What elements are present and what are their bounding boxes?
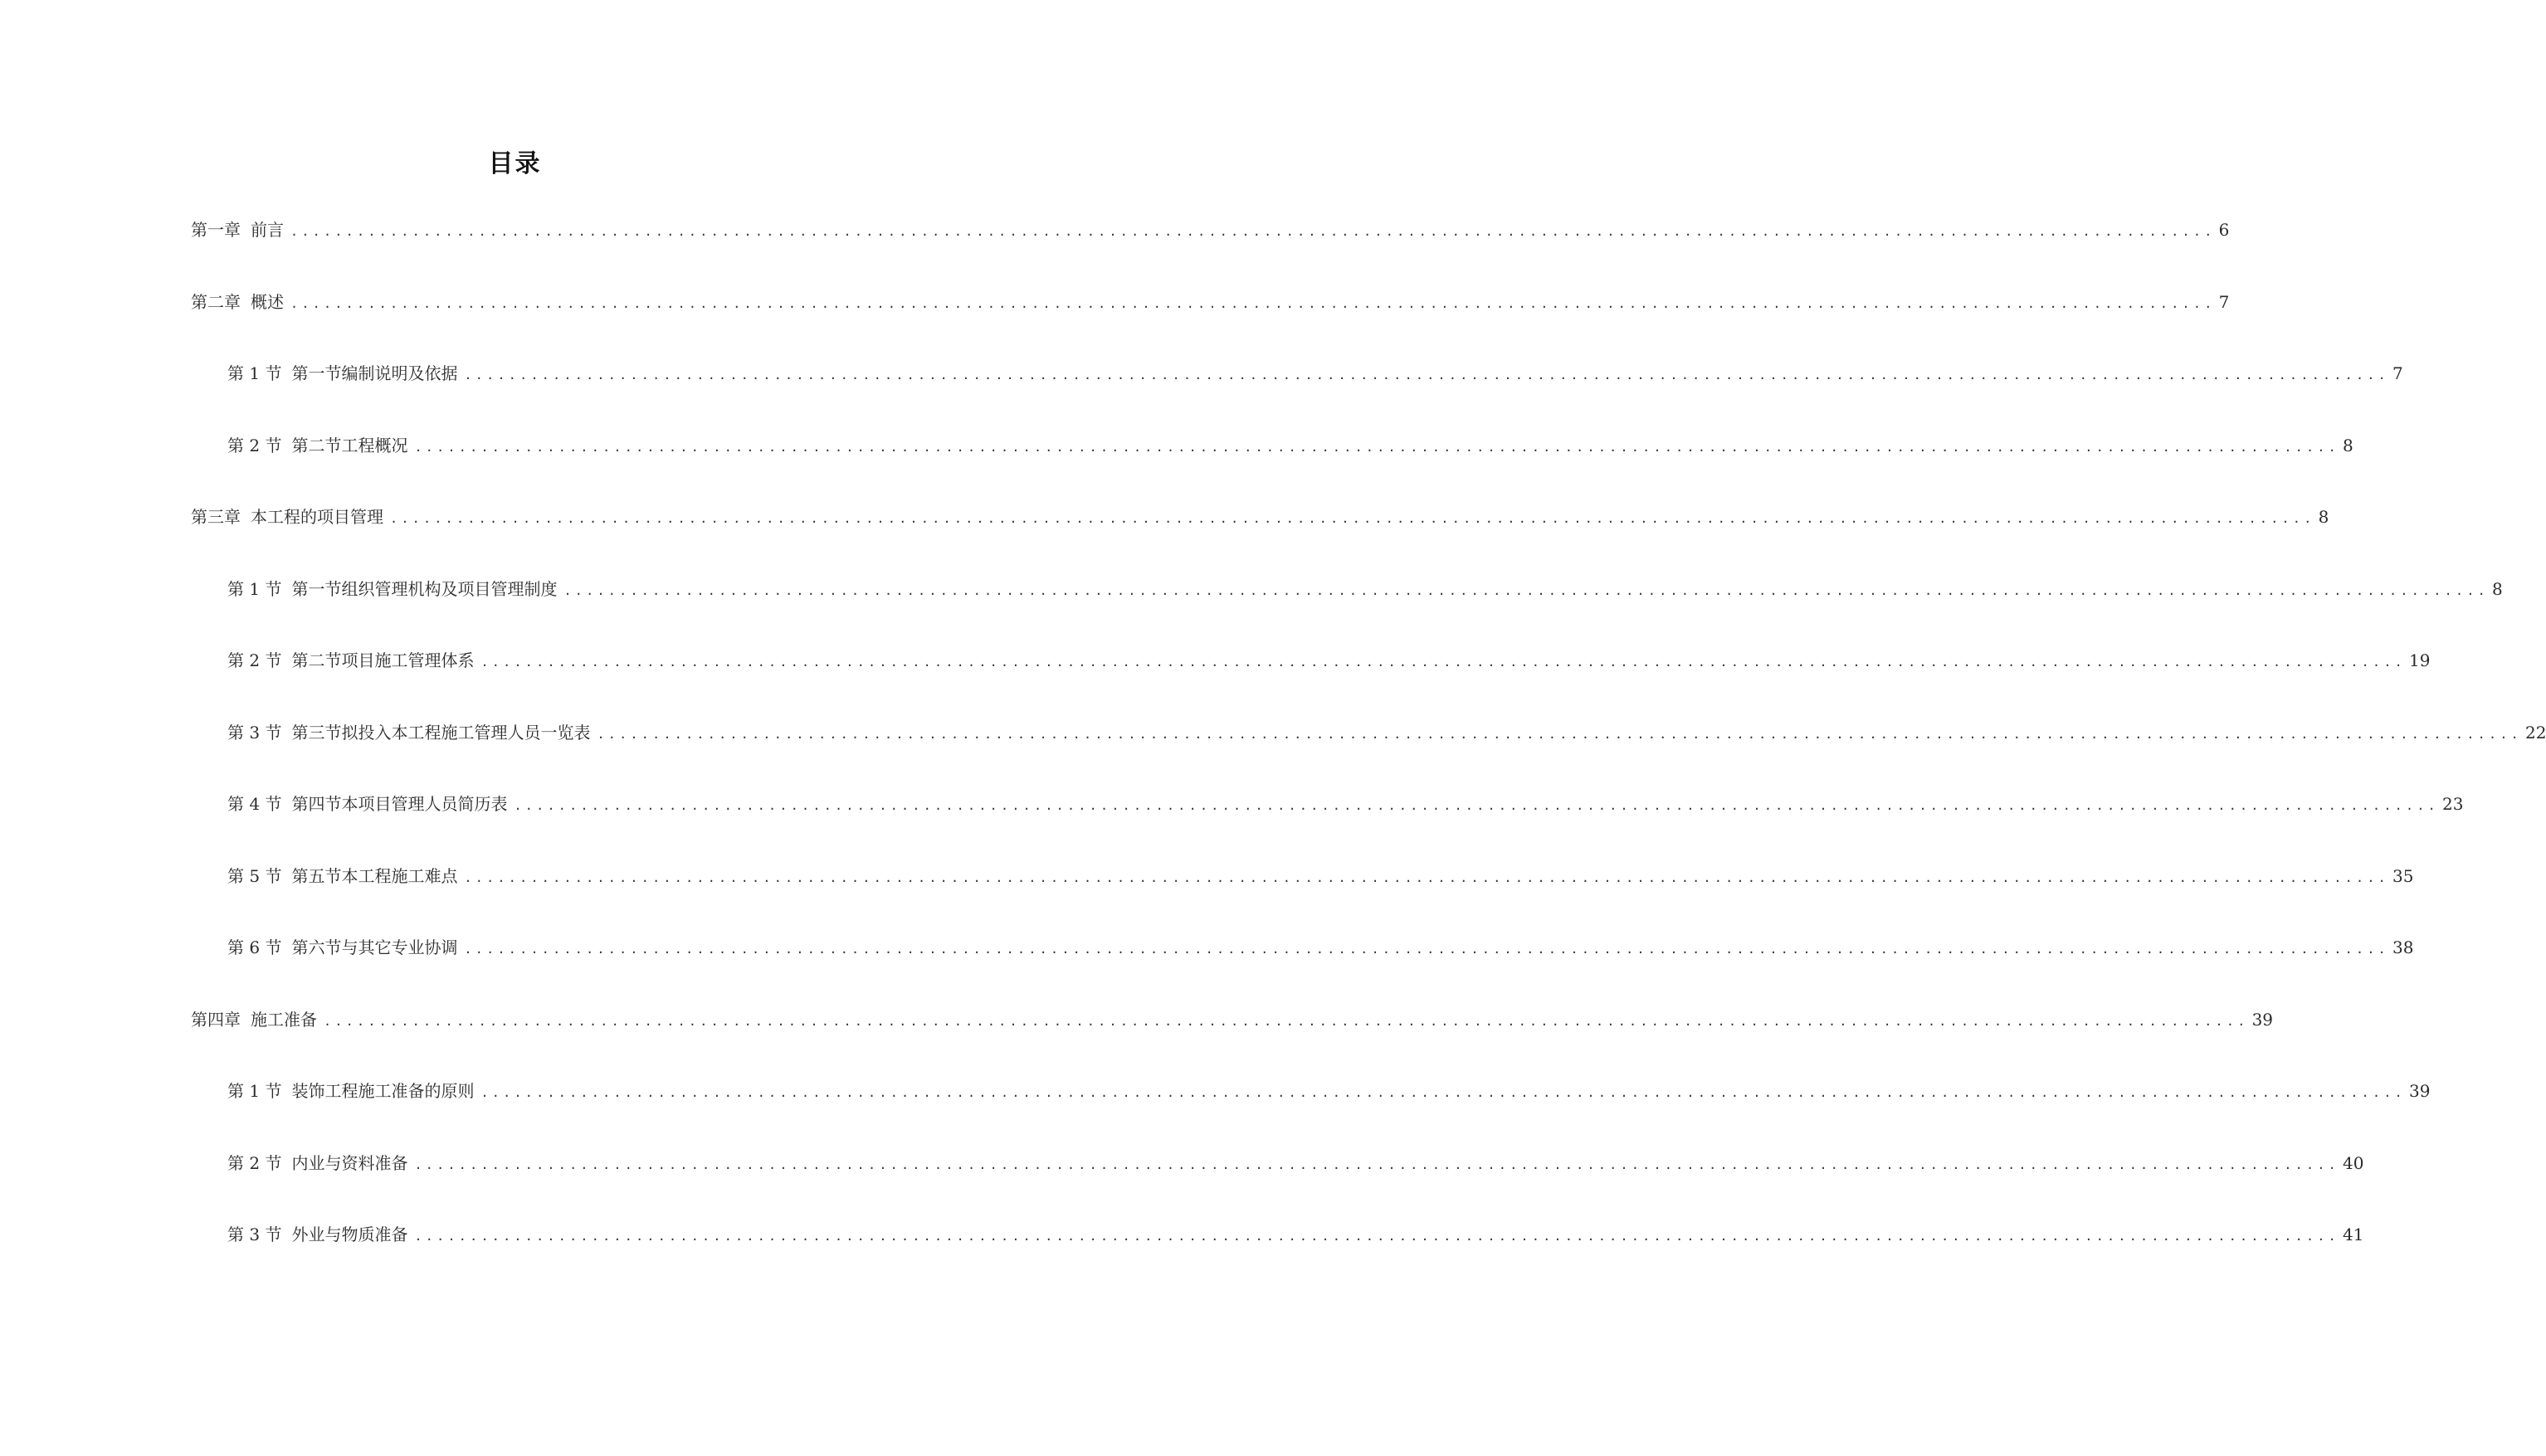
toc-entry-number: 第三章 (191, 507, 241, 527)
toc-entry-leader: .............................................................................................................................................................................. (480, 1085, 2407, 1100)
toc-entry-page: 8 (2318, 507, 2329, 527)
toc-entry-leader: .............................................................................................................................................................................. (414, 1229, 2340, 1244)
toc-entry-title: 第一节编制说明及依据 (291, 363, 458, 383)
toc-entry-title: 外业与物质准备 (291, 1225, 408, 1244)
toc-entry-title: 第五节本工程施工难点 (291, 865, 458, 886)
toc-entry-number: 第 1 节 (227, 578, 282, 599)
toc-entry-number: 第一章 (191, 220, 241, 240)
toc-entry-number: 第 1 节 (227, 363, 282, 383)
toc-entry-page: 41 (2343, 1225, 2364, 1244)
toc-entry-leader: .............................................................................................................................................................................. (324, 1013, 2249, 1029)
toc-entry-title: 第二节工程概况 (291, 435, 408, 455)
toc-entry-page: 7 (2218, 291, 2230, 312)
toc-entry-leader: .............................................................................................................................................................................. (414, 1157, 2340, 1172)
toc-entry-leader: .............................................................................................................................................................................. (514, 798, 2440, 813)
toc-entry-title: 本工程的项目管理 (251, 507, 383, 527)
toc-entry-number: 第 5 节 (227, 865, 282, 886)
toc-entry-page: 39 (2409, 1081, 2431, 1101)
toc-entry-page: 22 (2525, 722, 2546, 743)
toc-entry[interactable] (227, 433, 2353, 458)
toc-entry[interactable] (227, 1151, 2364, 1176)
toc-entry-number: 第四章 (191, 1009, 241, 1030)
toc-entry-leader: .............................................................................................................................................................................. (464, 942, 2390, 957)
toc-entry-title: 第三节拟投入本工程施工管理人员一览表 (291, 722, 591, 743)
toc-entry[interactable] (227, 361, 2403, 386)
toc-entry-title: 第六节与其它专业协调 (291, 937, 458, 957)
toc-entry-leader: .............................................................................................................................................................................. (563, 582, 2490, 598)
toc-entry-title: 内业与资料准备 (291, 1152, 408, 1173)
toc-entry[interactable] (227, 864, 2414, 889)
toc-entry[interactable] (227, 577, 2503, 601)
toc-entry-page: 6 (2218, 220, 2230, 240)
toc-entry-title: 第四节本项目管理人员简历表 (291, 794, 508, 814)
toc-entry[interactable] (191, 1007, 2274, 1032)
toc-entry-leader: .............................................................................................................................................................................. (390, 511, 2315, 526)
toc-entry-title: 第二节项目施工管理体系 (291, 650, 475, 670)
toc-entry-leader: .............................................................................................................................................................................. (290, 224, 2216, 239)
toc-entry-leader: .............................................................................................................................................................................. (290, 295, 2216, 311)
toc-entry-number: 第二章 (191, 291, 241, 312)
toc-entry-title: 第一节组织管理机构及项目管理制度 (291, 578, 558, 599)
toc-entry-leader: .............................................................................................................................................................................. (464, 869, 2390, 885)
toc-entry-title: 装饰工程施工准备的原则 (291, 1081, 475, 1101)
toc-entry-page: 39 (2251, 1009, 2274, 1030)
toc-entry-number: 第 6 节 (227, 937, 282, 957)
toc-entry-leader: .............................................................................................................................................................................. (480, 655, 2407, 670)
toc-entry-number: 第 4 节 (227, 794, 282, 814)
toc-entry[interactable] (227, 935, 2414, 960)
toc-entry-title: 施工准备 (251, 1009, 317, 1030)
toc-entry-leader: .............................................................................................................................................................................. (597, 726, 2523, 742)
toc-entry[interactable] (227, 720, 2546, 745)
toc-entry-leader: .............................................................................................................................................................................. (464, 368, 2390, 382)
toc-entry[interactable] (227, 648, 2431, 673)
toc-entry-number: 第 2 节 (227, 650, 282, 670)
toc-entry[interactable] (191, 290, 2230, 314)
toc-entry-page: 23 (2442, 794, 2464, 814)
toc-title: 目录 (488, 149, 542, 178)
toc-entry-number: 第 2 节 (227, 1152, 282, 1173)
toc-entry-page: 19 (2409, 650, 2431, 670)
toc-entry-number: 第 2 节 (227, 435, 282, 455)
toc-entry-number: 第 1 节 (227, 1081, 282, 1101)
toc-entry[interactable] (191, 217, 2230, 242)
toc-entry[interactable] (227, 1079, 2431, 1103)
toc-entry[interactable] (191, 504, 2329, 529)
toc-entry-leader: .............................................................................................................................................................................. (414, 439, 2340, 455)
toc-entry-title: 前言 (251, 220, 284, 240)
toc-entry-number: 第 3 节 (227, 1225, 282, 1244)
toc-entry-page: 40 (2343, 1152, 2364, 1173)
toc-entry-page: 7 (2392, 363, 2403, 383)
toc-entry-page: 8 (2343, 435, 2353, 455)
toc-entry-page: 38 (2392, 937, 2414, 957)
toc-entry-page: 8 (2492, 578, 2503, 599)
toc-entry-title: 概述 (251, 291, 284, 312)
toc-entry[interactable] (227, 1222, 2364, 1247)
toc-entry[interactable] (227, 791, 2464, 816)
toc-entry-page: 35 (2392, 865, 2414, 886)
toc-entry-number: 第 3 节 (227, 722, 282, 743)
